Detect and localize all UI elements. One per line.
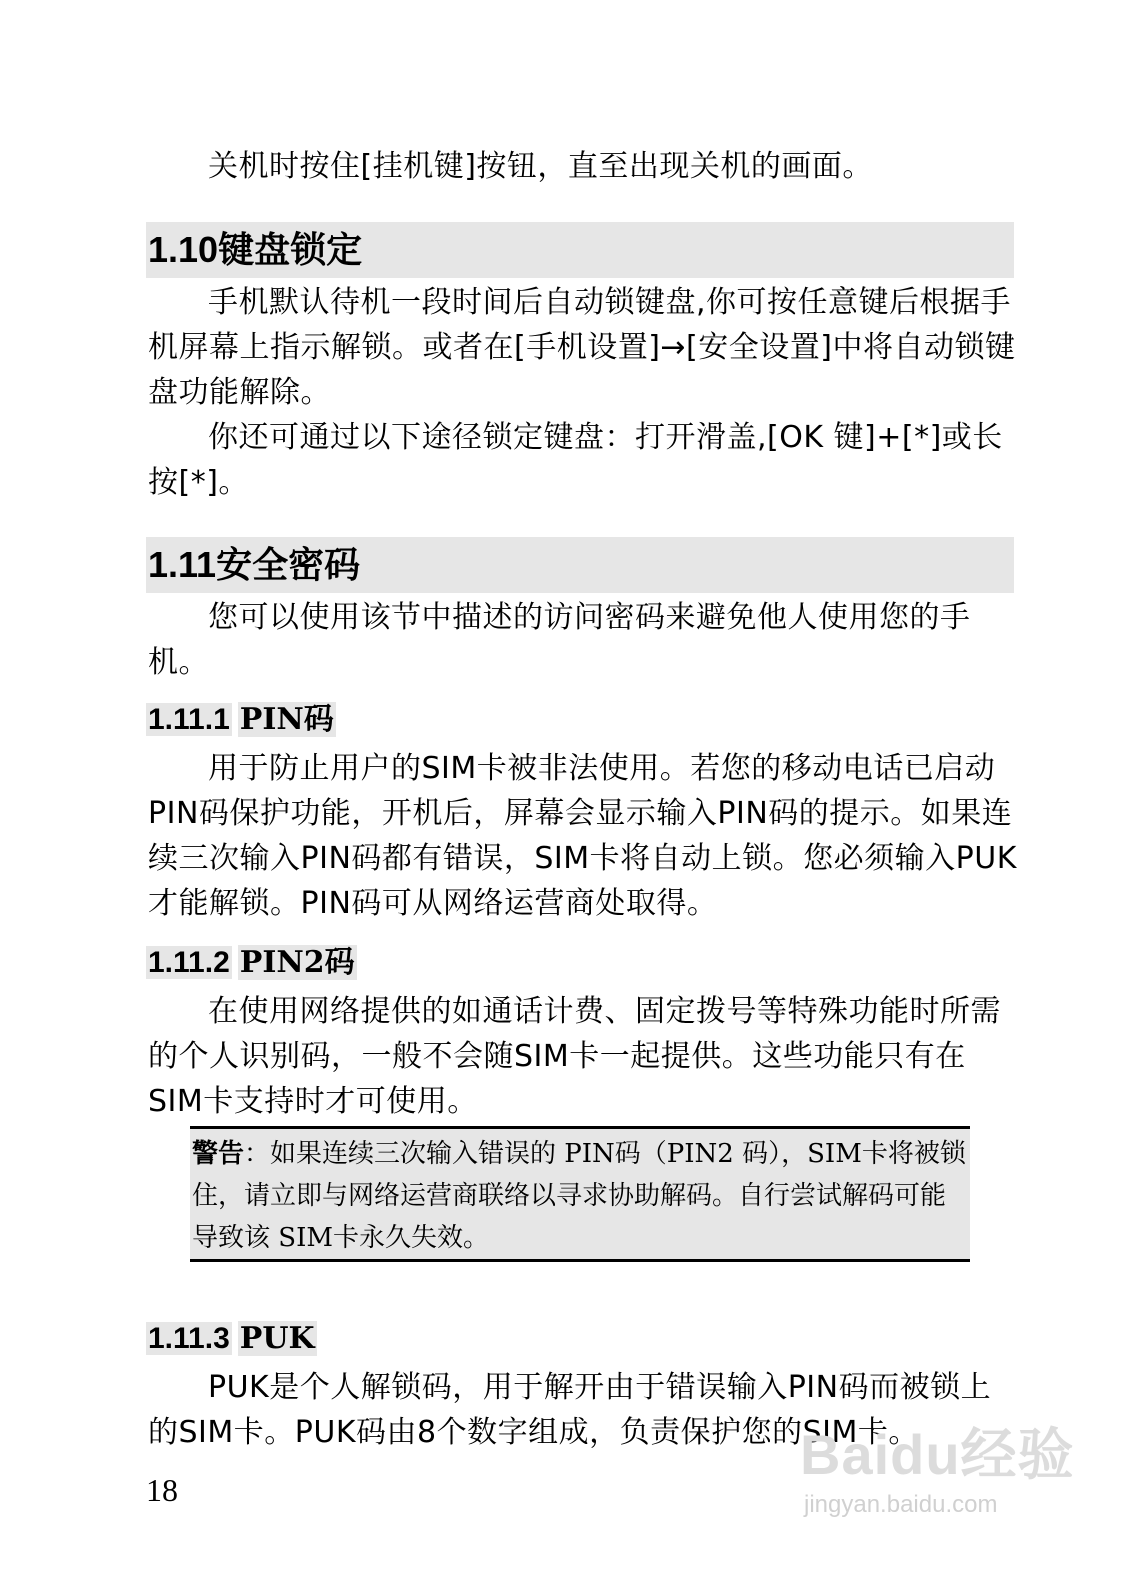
warning-label: 警告 — [192, 1139, 245, 1169]
section-heading-keypad-lock: 1.10键盘锁定 — [146, 222, 1014, 278]
baidu-jingyan-watermark — [800, 1420, 1100, 1530]
subheading-label: PIN码 — [239, 702, 334, 737]
section-heading-security-codes: 1.11安全密码 — [146, 537, 1014, 593]
keypad-lock-paragraph-2: 你还可通过以下途径锁定键盘：打开滑盖,[OK 键]+[*]或长按[*]。 — [148, 420, 1003, 500]
warning-box — [190, 1126, 970, 1262]
subheading-pin2 — [146, 940, 357, 986]
subheading-number: 1.11.1 — [148, 703, 230, 736]
watermark-logo: Baidu经验 — [800, 1423, 1075, 1486]
warning-text: ：如果连续三次输入错误的 PIN码（PIN2 码），SIM卡将被锁住，请立即与网络运营商联络以寻求协助解码。自行尝试解码可能导致该 SIM卡永久失效。 — [192, 1139, 966, 1253]
subheading-pin — [146, 697, 336, 743]
keypad-lock-paragraph-1: 手机默认待机一段时间后自动锁键盘,你可按任意键后根据手机屏幕上指示解锁。或者在[手机设置]→[安全设置]中将自动锁键盘功能解除。 — [148, 285, 1016, 410]
page-number: 18 — [146, 1472, 178, 1508]
puk-paragraph: PUK是个人解锁码，用于解开由于错误输入PIN码而被锁上的SIM卡。PUK码由8个数字组成，负责保护您的SIM卡。 — [148, 1370, 992, 1450]
subheading-number: 1.11.3 — [148, 1322, 230, 1355]
watermark-url: jingyan.baidu.com — [804, 1491, 998, 1518]
subheading-label: PUK — [239, 1321, 315, 1356]
pin2-paragraph: 在使用网络提供的如通话计费、固定拨号等特殊功能时所需的个人识别码，一般不会随SIM卡一起提供。这些功能只有在SIM卡支持时才可使用。 — [148, 994, 1001, 1119]
subheading-puk — [146, 1316, 317, 1362]
security-codes-paragraph: 您可以使用该节中描述的访问密码来避免他人使用您的手机。 — [148, 600, 971, 680]
subheading-number: 1.11.2 — [148, 946, 230, 979]
pin-paragraph: 用于防止用户的SIM卡被非法使用。若您的移动电话已启动PIN码保护功能，开机后，屏幕会显示输入PIN码的提示。如果连续三次输入PIN码都有错误，SIM卡将自动上锁。您必须输入PUK才能解锁。PIN码可从网络运营商处取得。 — [148, 751, 1017, 921]
intro-paragraph: 关机时按住[挂机键]按钮，直至出现关机的画面。 — [208, 149, 873, 184]
subheading-label: PIN2码 — [239, 945, 355, 980]
